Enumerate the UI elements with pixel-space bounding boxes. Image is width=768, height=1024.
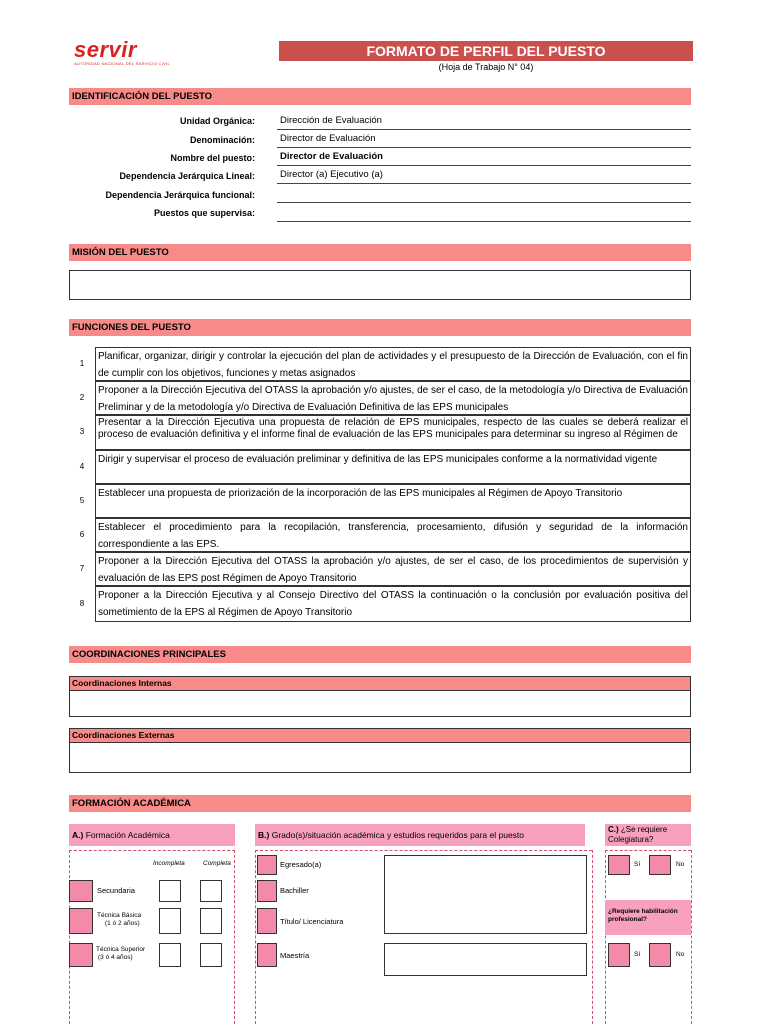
checkbox-tecnica-superior-completa[interactable] <box>200 943 222 967</box>
section-funciones: FUNCIONES DEL PUESTO <box>69 319 691 336</box>
label-tecnica-basica: Técnica Básica <box>97 912 142 919</box>
function-number: 7 <box>79 564 85 573</box>
label-unidad-organica: Unidad Orgánica: <box>179 116 255 126</box>
formacion-a-header <box>69 824 235 846</box>
formacion-c-label: ¿Se requiere Colegiatura? <box>608 825 668 844</box>
function-number: 2 <box>79 393 85 402</box>
field-puestos-supervisa[interactable] <box>277 205 691 222</box>
checkbox-bachiller[interactable] <box>257 880 277 902</box>
label-tecnica-superior: Técnica Superior <box>96 946 146 953</box>
formacion-b-border-left <box>255 850 256 1024</box>
formacion-a-label: Formación Académica <box>85 830 170 840</box>
function-number: 8 <box>79 599 85 608</box>
section-coordinaciones: COORDINACIONES PRINCIPALES <box>69 646 691 663</box>
label-egresado: Egresado(a) <box>280 860 322 869</box>
label-habilitacion-si: Sí <box>634 951 641 958</box>
page-subtitle: (Hoja de Trabajo N° 04) <box>438 62 534 72</box>
checkbox-habilitacion-si[interactable] <box>608 943 630 967</box>
formacion-b-border-top <box>255 850 592 851</box>
section-mision: MISIÓN DEL PUESTO <box>69 244 691 261</box>
formacion-b-prefix: B.) <box>258 830 270 840</box>
formacion-c-border-top <box>605 850 691 851</box>
checkbox-tecnica-basica-incompleta[interactable] <box>159 908 181 934</box>
label-bachiller: Bachiller <box>280 886 309 895</box>
label-colegiatura-si: Sí <box>634 861 641 868</box>
label-nombre-puesto: Nombre del puesto: <box>170 153 255 163</box>
checkbox-tecnica-superior-incompleta[interactable] <box>159 943 181 967</box>
function-text[interactable]: Proponer a la Dirección Ejecutiva del OTASS la aprobación y/o ajustes, de ser el caso, de los procedimientos de supervisión y evaluación de las EPS post Régimen de Apoyo Transitorio <box>95 552 691 586</box>
function-number: 6 <box>79 530 85 539</box>
formacion-c-prefix: C.) <box>608 825 619 834</box>
label-tecnica-superior-duracion: (3 ó 4 años) <box>98 954 133 961</box>
field-coordinaciones-externas[interactable] <box>69 742 691 773</box>
checkbox-tecnica-basica[interactable] <box>69 908 93 934</box>
field-maestria-detalle[interactable] <box>384 943 587 976</box>
formacion-a-border-right <box>234 850 235 1024</box>
function-text[interactable]: Proponer a la Dirección Ejecutiva y al Consejo Directivo del OTASS la continuación o la conclusión por evaluación positiva del sometimiento de la EPS al Régimen de Apoyo Transitorio <box>95 586 691 622</box>
field-coordinaciones-internas[interactable] <box>69 690 691 717</box>
section-identificacion: IDENTIFICACIÓN DEL PUESTO <box>69 88 691 105</box>
checkbox-habilitacion-no[interactable] <box>649 943 671 967</box>
checkbox-colegiatura-si[interactable] <box>608 855 630 875</box>
formacion-b-border-right <box>592 850 593 1024</box>
label-secundaria: Secundaria <box>97 886 135 895</box>
function-number: 4 <box>79 462 85 471</box>
checkbox-secundaria[interactable] <box>69 880 93 902</box>
field-nombre-puesto[interactable]: Director de Evaluación <box>277 149 691 166</box>
label-habilitacion-no: No <box>676 951 685 958</box>
checkbox-secundaria-completa[interactable] <box>200 880 222 902</box>
section-formacion: FORMACIÓN ACADÉMICA <box>69 795 691 812</box>
label-tecnica-basica-duracion: (1 ó 2 años) <box>105 920 140 927</box>
label-titulo: Título/ Licenciatura <box>280 917 344 926</box>
page-title: FORMATO DE PERFIL DEL PUESTO <box>279 41 693 61</box>
formacion-a-border-left <box>69 850 70 1024</box>
field-dependencia-lineal[interactable]: Director (a) Ejecutivo (a) <box>277 167 691 184</box>
function-number: 1 <box>79 359 85 368</box>
label-maestria: Maestría <box>280 951 310 960</box>
field-unidad-organica[interactable]: Dirección de Evaluación <box>277 113 691 130</box>
servir-logo <box>74 37 174 66</box>
checkbox-titulo[interactable] <box>257 908 277 934</box>
field-grado-detalle[interactable] <box>384 855 587 934</box>
formacion-c-border-left <box>605 850 606 1024</box>
checkbox-maestria[interactable] <box>257 943 277 967</box>
formacion-b-header <box>255 824 585 846</box>
function-text[interactable]: Presentar a la Dirección Ejecutiva una propuesta de relación de EPS municipales, respecto de las cuales se deberá realizar el proceso de evaluación definitiva y el informe final de evaluación de las EPS municipales para determinar su ingreso al Régimen de <box>95 415 691 450</box>
logo-subtitle: AUTORIDAD NACIONAL DEL SERVICIO CIVIL <box>74 61 171 66</box>
checkbox-egresado[interactable] <box>257 855 277 875</box>
function-text[interactable]: Proponer a la Dirección Ejecutiva del OTASS la aprobación y/o ajustes, de ser el caso, de la metodología y/o Directiva de Evaluación Preliminar y de la metodología y/o Directiva de Evaluación Definitiva de las EPS municipales <box>95 381 691 415</box>
coordinaciones-internas-header: Coordinaciones Internas <box>69 676 691 691</box>
col-incompleta: Incompleta <box>153 860 185 867</box>
function-number: 5 <box>79 496 85 505</box>
checkbox-tecnica-superior[interactable] <box>69 943 93 967</box>
coordinaciones-externas-header: Coordinaciones Externas <box>69 728 691 743</box>
label-dependencia-funcional: Dependencia Jerárquica funcional: <box>105 190 255 200</box>
formacion-c-header <box>605 824 691 846</box>
col-completa: Completa <box>203 860 231 867</box>
function-number: 3 <box>79 427 85 436</box>
function-text[interactable]: Planificar, organizar, dirigir y controlar la ejecución del plan de actividades y el presupuesto de la Dirección de Evaluación, con el fin de cumplir con los objetivos, funciones y metas asignados <box>95 347 691 381</box>
logo-text: servir <box>74 37 137 62</box>
field-denominacion[interactable]: Director de Evaluación <box>277 131 691 148</box>
function-text[interactable]: Dirigir y supervisar el proceso de evaluación preliminar y definitiva de las EPS municipales conforme a la normatividad vigente <box>95 450 691 484</box>
formacion-a-prefix: A.) <box>72 830 84 840</box>
label-dependencia-lineal: Dependencia Jerárquica Lineal: <box>119 171 255 181</box>
formacion-c-border-right <box>691 850 692 1024</box>
function-text[interactable]: Establecer el procedimiento para la recopilación, transferencia, procesamiento, difusión y seguridad de la información correspondiente a las EPS. <box>95 518 691 552</box>
label-puestos-supervisa: Puestos que supervisa: <box>153 208 255 218</box>
label-denominacion: Denominación: <box>189 135 255 145</box>
label-colegiatura-no: No <box>676 861 685 868</box>
checkbox-tecnica-basica-completa[interactable] <box>200 908 222 934</box>
function-text[interactable]: Establecer una propuesta de priorización de la incorporación de las EPS municipales al Régimen de Apoyo Transitorio <box>95 484 691 518</box>
checkbox-colegiatura-no[interactable] <box>649 855 671 875</box>
field-mision[interactable] <box>69 270 691 300</box>
field-dependencia-funcional[interactable] <box>277 186 691 203</box>
checkbox-secundaria-incompleta[interactable] <box>159 880 181 902</box>
habilitacion-header: ¿Requiere habilitación profesional? <box>605 900 691 935</box>
formacion-a-border-top <box>69 850 235 851</box>
formacion-b-label: Grado(s)/situación académica y estudios requeridos para el puesto <box>271 830 525 840</box>
